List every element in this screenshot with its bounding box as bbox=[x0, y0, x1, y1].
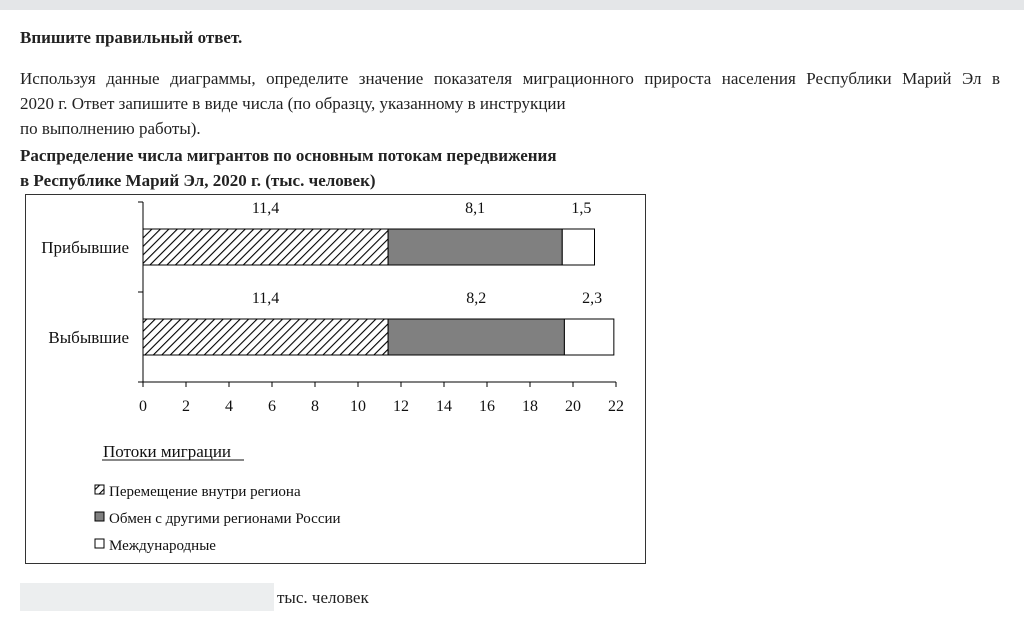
x-tick-label: 10 bbox=[350, 398, 366, 415]
category-label: Выбывшие bbox=[48, 328, 129, 347]
data-label: 11,4 bbox=[251, 290, 280, 307]
data-label: 11,4 bbox=[251, 200, 280, 217]
data-label: 8,1 bbox=[465, 200, 486, 217]
answer-input[interactable] bbox=[20, 583, 274, 611]
category-label: Прибывшие bbox=[41, 238, 129, 257]
x-tick-label: 0 bbox=[139, 398, 147, 415]
legend-swatch bbox=[95, 512, 104, 521]
x-tick-label: 4 bbox=[225, 398, 233, 415]
question-line-3: по выполнению работы). bbox=[20, 119, 201, 138]
legend-entry-label: Обмен с другими регионами России bbox=[109, 511, 341, 527]
bar-segment bbox=[143, 319, 388, 355]
instruction-text: Впишите правильный ответ. bbox=[20, 28, 243, 47]
answer-unit-label: тыс. человек bbox=[277, 588, 369, 607]
chart-title-line-1: Распределение числа мигрантов по основным потокам передвижения bbox=[20, 146, 557, 165]
bar-segment bbox=[388, 319, 564, 355]
bar-segment bbox=[143, 229, 388, 265]
x-tick-label: 14 bbox=[436, 398, 452, 415]
question-text bbox=[20, 66, 1000, 141]
data-label: 8,2 bbox=[466, 290, 487, 307]
chart-title bbox=[20, 143, 557, 193]
data-label: 2,3 bbox=[582, 290, 603, 307]
bar-segment bbox=[564, 319, 613, 355]
chart-subtitle: в Республике Марий Эл, 2020 г. (тыс. человек) bbox=[20, 171, 376, 190]
top-bar bbox=[0, 0, 1024, 10]
stacked-bar-chart bbox=[25, 194, 646, 564]
data-label: 1,5 bbox=[571, 200, 592, 217]
question-line-1: Используя данные диаграммы, определите значение показателя миграционного прироста населения Республики Марий Эл в bbox=[20, 69, 1000, 88]
bar-segment bbox=[388, 229, 562, 265]
bar-segment bbox=[562, 229, 594, 265]
x-tick-label: 16 bbox=[479, 398, 495, 415]
legend-swatch bbox=[95, 485, 104, 494]
legend-title: Потоки миграции bbox=[103, 442, 232, 461]
x-tick-label: 12 bbox=[393, 398, 409, 415]
legend-entry-label: Международные bbox=[109, 538, 216, 554]
x-tick-label: 2 bbox=[182, 398, 190, 415]
x-tick-label: 6 bbox=[268, 398, 276, 415]
x-tick-label: 20 bbox=[565, 398, 581, 415]
question-line-2: 2020 г. Ответ запишите в виде числа (по образцу, указанному в инструкции bbox=[20, 94, 566, 113]
legend-swatch bbox=[95, 539, 104, 548]
x-tick-label: 22 bbox=[608, 398, 624, 415]
x-tick-label: 18 bbox=[522, 398, 538, 415]
legend-entry-label: Перемещение внутри региона bbox=[109, 484, 301, 500]
x-tick-label: 8 bbox=[311, 398, 319, 415]
